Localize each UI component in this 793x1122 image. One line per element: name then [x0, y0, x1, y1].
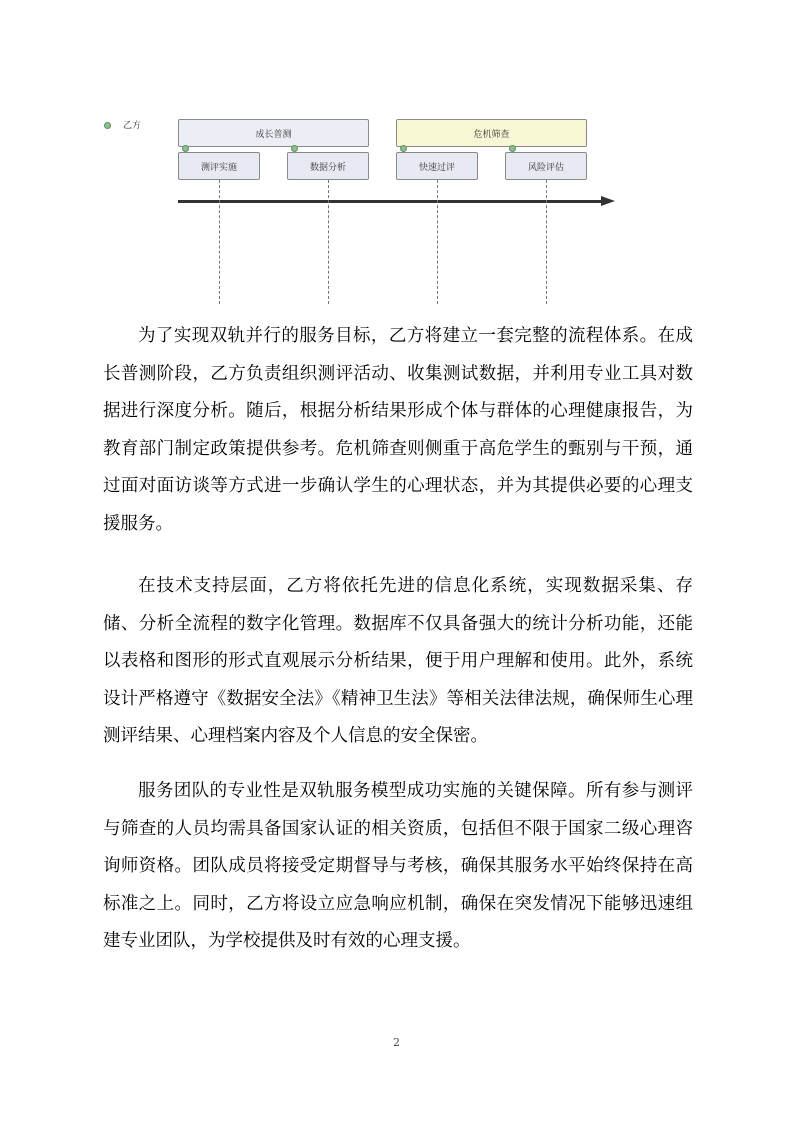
paragraph-technology: 在技术支持层面，乙方将依托先进的信息化系统，实现数据采集、存储、分析全流程的数字化管理。数据库不仅具备强大的统计分析功能，还能以表格和图形的形式直观展示分析结果，便于用户理解和使用。此外，系统设计严格遵守《数据安全法》《精神卫生法》等相关法律法规，确保师生心理测评结果、心理档案内容及个人信息的安全保密。: [103, 576, 693, 746]
paragraph-team: 服务团队的专业性是双轨服务模型成功实施的关键保障。所有参与测评与筛查的人员均需具备国家认证的相关资质，包括但不限于国家二级心理咨询师资格。团队成员将接受定期督导与考核，确保其服务水平始终保持在高标准之上。同时，乙方将设立应急响应机制，确保在突发情况下能够迅速组建专业团队，为学校提供及时有效的心理支援。: [103, 781, 693, 951]
page-number: 2: [393, 1036, 400, 1049]
timeline-marker-line: [328, 180, 329, 304]
legend-dot-icon: [104, 122, 111, 129]
phase-crisis-screening: 危机筛查: [396, 119, 587, 147]
timeline-marker-line: [546, 180, 547, 304]
phase-growth-screening: 成长普测: [178, 119, 369, 147]
paragraph-process: 为了实现双轨并行的服务目标，乙方将建立一套完整的流程体系。在成长普测阶段，乙方负责组织测评活动、收集测试数据，并利用专业工具对数据进行深度分析。随后，根据分析结果形成个体与群体的心理健康报告，为教育部门制定政策提供参考。危机筛查则侧重于高危学生的甄别与干预，通过面对面访谈等方式进一步确认学生的心理状态，并为其提供必要的心理支援服务。: [103, 326, 693, 534]
process-timeline-diagram: [0, 0, 793, 310]
task-risk-assessment: 风险评估: [505, 152, 587, 180]
task-quick-review: 快速过评: [396, 152, 478, 180]
milestone-dot-icon: [182, 145, 189, 152]
timeline-marker-line: [437, 180, 438, 304]
legend-label: 乙方: [123, 121, 142, 131]
task-data-analysis: 数据分析: [287, 152, 369, 180]
timeline-marker-line: [219, 180, 220, 304]
task-assessment: 测评实施: [178, 152, 260, 180]
milestone-dot-icon: [509, 145, 516, 152]
timeline-arrow-icon: [601, 196, 615, 206]
timeline-axis: [178, 200, 603, 203]
milestone-dot-icon: [291, 145, 298, 152]
milestone-dot-icon: [400, 145, 407, 152]
